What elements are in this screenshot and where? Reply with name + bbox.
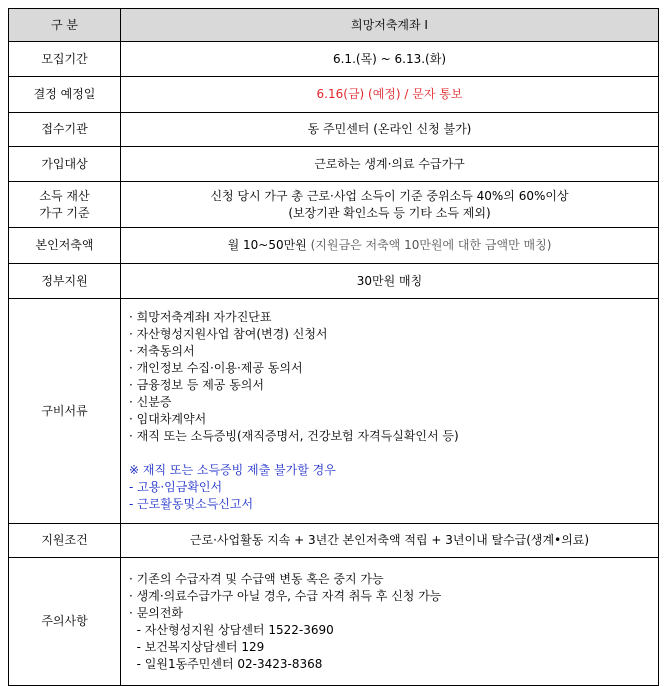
row-cautions (9, 558, 659, 686)
self-saving-amount: 월 10~50만원 (227, 238, 307, 252)
support-conditions-label: 지원조건 (9, 524, 121, 558)
document-item: · 희망저축계좌Ⅰ 자가진단표 (129, 310, 272, 324)
support-conditions-value: 근로·사업활동 지속 + 3년간 본인저축액 적립 + 3년이내 탈수급(생계•의료) (121, 524, 659, 558)
contact-item: - 일원1동주민센터 02-3423-8368 (129, 656, 323, 671)
income-label-line2: 가구 기준 (39, 205, 90, 220)
document-item: · 신분증 (129, 395, 172, 409)
row-eligibility (9, 147, 659, 182)
program-info-table (8, 8, 659, 686)
required-documents-list (129, 309, 650, 445)
document-item: · 재직 또는 소득증빙(재직증명서, 건강보험 자격득실확인서 등) (129, 429, 459, 443)
decision-date-label: 결정 예정일 (9, 77, 121, 113)
cautions-list (129, 571, 650, 673)
recruit-period-label: 모집기간 (9, 42, 121, 77)
caution-item: · 기존의 수급자격 및 수급액 변동 혹은 중지 가능 (129, 571, 384, 586)
self-saving-note: (지원금은 저축액 10만원에 대한 금액만 매칭) (310, 238, 552, 252)
document-item: · 임대차계약서 (129, 412, 207, 426)
eligibility-label: 가입대상 (9, 147, 121, 182)
document-item: · 자산형성지원사업 참여(변경) 신청서 (129, 327, 328, 341)
document-item: · 저축동의서 (129, 344, 195, 358)
government-support-value: 30만원 매칭 (121, 264, 659, 299)
document-item: · 개인정보 수집·이용·제공 동의서 (129, 361, 303, 375)
row-government-support (9, 264, 659, 299)
income-label-line1: 소득 재산 (39, 188, 90, 203)
eligibility-value: 근로하는 생계·의료 수급가구 (121, 147, 659, 182)
self-saving-value (121, 228, 659, 264)
income-criteria-label (9, 182, 121, 228)
row-required-documents (9, 299, 659, 524)
income-criteria-line2: (보장기관 확인소득 등 기타 소득 제외) (288, 205, 491, 220)
documents-note-title: ※ 재직 또는 소득증빙 제출 불가할 경우 (129, 463, 336, 477)
row-self-saving (9, 228, 659, 264)
cautions-value (121, 558, 659, 686)
row-decision-date (9, 77, 659, 113)
row-income-criteria (9, 182, 659, 228)
row-support-conditions (9, 524, 659, 558)
cautions-label: 주의사항 (9, 558, 121, 686)
row-intake-office (9, 113, 659, 147)
decision-date-value: 6.16(금) (예정) / 문자 통보 (121, 77, 659, 113)
income-criteria-value (121, 182, 659, 228)
documents-note-list (129, 479, 650, 513)
government-support-label: 정부지원 (9, 264, 121, 299)
contact-item: - 자산형성지원 상담센터 1522-3690 (129, 622, 334, 637)
row-recruit-period (9, 42, 659, 77)
intake-office-label: 접수기관 (9, 113, 121, 147)
note-item: - 근로활동및소득신고서 (129, 497, 254, 511)
header-category: 구 분 (9, 9, 121, 42)
recruit-period-value: 6.1.(목) ~ 6.13.(화) (121, 42, 659, 77)
contact-item: - 보건복지상담센터 129 (129, 639, 265, 654)
required-documents-label: 구비서류 (9, 299, 121, 524)
required-documents-value (121, 299, 659, 524)
income-criteria-line1: 신청 당시 가구 총 근로·사업 소득이 기준 중위소득 40%의 60%이상 (210, 188, 569, 203)
caution-item: · 생계·의료수급가구 아닐 경우, 수급 자격 취득 후 신청 가능 (129, 588, 442, 603)
self-saving-label: 본인저축액 (9, 228, 121, 264)
header-program-name: 희망저축계좌 I (121, 9, 659, 42)
caution-item: · 문의전화 (129, 605, 183, 620)
spacer (129, 445, 650, 462)
header-row (9, 9, 659, 42)
note-item: - 고용·임금확인서 (129, 480, 223, 494)
document-item: · 금융정보 등 제공 동의서 (129, 378, 264, 392)
intake-office-value: 동 주민센터 (온라인 신청 불가) (121, 113, 659, 147)
